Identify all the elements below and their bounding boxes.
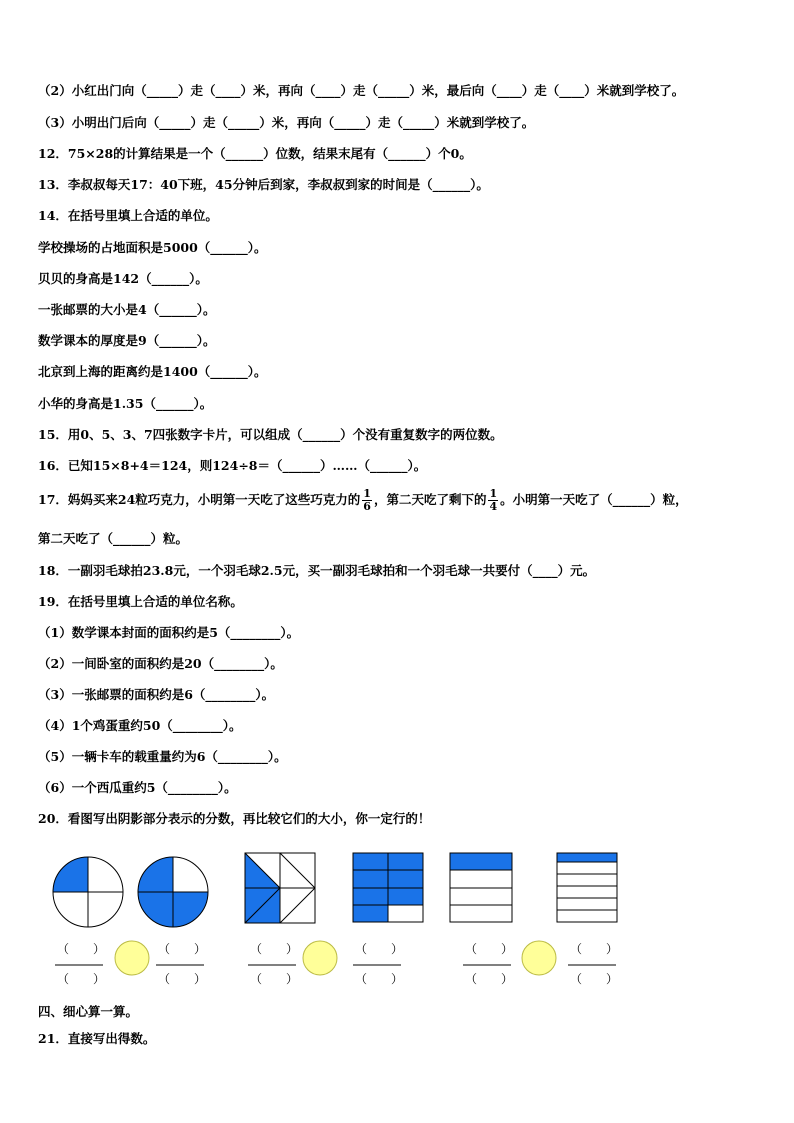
q17-fraction-one-fourth: $\frac{1}{4}$	[489, 487, 498, 513]
q14-item3: 一张邮票的大小是4（______）。	[38, 302, 216, 317]
q20-title: 20．看图写出阴影部分表示的分数，再比较它们的大小，你一定行的！	[38, 811, 431, 826]
blank-numerator: （ ）	[250, 942, 299, 956]
q15: 15．用0、5、3、7四张数字卡片，可以组成（______）个没有重复数字的两位数。	[38, 427, 503, 442]
blank-numerator: （ ）	[570, 942, 619, 956]
q14-item5: 北京到上海的距离约是1400（______）。	[38, 364, 267, 379]
q19-item4: （4）1个鸡蛋重约50（________）。	[38, 718, 242, 733]
q14-item2: 贝贝的身高是142（______）。	[38, 271, 208, 286]
compare-circle[interactable]	[522, 941, 556, 975]
blank-denominator: （ ）	[465, 972, 514, 986]
blank-denominator: （ ）	[158, 972, 207, 986]
answer-pair-3	[463, 941, 618, 986]
q18: 18．一副羽毛球拍23.8元，一个羽毛球2.5元，买一副羽毛球拍和一个羽毛球一共要付（____）元。	[38, 563, 596, 578]
q19-title: 19．在括号里填上合适的单位名称。	[38, 594, 243, 609]
q19-item2: （2）一间卧室的面积约是20（________）。	[38, 656, 283, 671]
q19-item3: （3）一张邮票的面积约是6（________）。	[38, 687, 275, 702]
answer-pair-1	[55, 941, 206, 986]
compare-circle[interactable]	[303, 941, 337, 975]
fraction-figures	[0, 840, 794, 1000]
grid-eight-cells	[353, 853, 423, 922]
blank-numerator: （ ）	[465, 942, 514, 956]
square-eight-triangles	[245, 853, 315, 923]
rectangle-four-rows	[450, 853, 512, 922]
compare-circle[interactable]	[115, 941, 149, 975]
q17-fraction-one-sixth: $\frac{1}{6}$	[363, 487, 371, 513]
q17-text-a: 17．妈妈买来24粒巧克力，小明第一天吃了这些巧克力的	[38, 492, 361, 507]
circle-one-quarter	[53, 857, 123, 927]
answer-pair-2	[248, 941, 403, 986]
q17-text-b: ，第二天吃了剩下的	[373, 492, 487, 507]
q21: 21．直接写出得数。	[38, 1031, 156, 1046]
q11-part2: （2）小红出门向（_____）走（____）米，再向（____）走（_____）米，最后向（____）走（____）米就到学校了。	[38, 83, 685, 98]
q14-title: 14．在括号里填上合适的单位。	[38, 208, 218, 223]
q11-part3: （3）小明出门后向（_____）走（_____）米，再向（_____）走（_____）米就到学校了。	[38, 115, 535, 130]
q14-item6: 小华的身高是1.35（______）。	[38, 396, 213, 411]
blank-denominator: （ ）	[570, 972, 619, 986]
blank-denominator: （ ）	[250, 972, 299, 986]
q19-item1: （1）数学课本封面的面积约是5（________）。	[38, 625, 300, 640]
blank-denominator: （ ）	[57, 972, 106, 986]
q14-item1: 学校操场的占地面积是5000（______）。	[38, 240, 267, 255]
blank-denominator: （ ）	[355, 972, 404, 986]
q17	[38, 488, 688, 513]
blank-numerator: （ ）	[158, 942, 207, 956]
q19-item6: （6）一个西瓜重约5（________）。	[38, 780, 237, 795]
q13: 13．李叔叔每天17：40下班，45分钟后到家，李叔叔到家的时间是（______）。	[38, 177, 489, 192]
q19-item5: （5）一辆卡车的载重量约为6（________）。	[38, 749, 287, 764]
q12: 12．75×28的计算结果是一个（______）位数，结果末尾有（______）个0。	[38, 146, 472, 161]
section-4-heading: 四、细心算一算。	[38, 1004, 139, 1019]
rectangle-six-rows	[557, 853, 617, 922]
q16: 16．已知15×8+4＝124，则124÷8＝（______）……（______）。	[38, 458, 427, 473]
q14-item4: 数学课本的厚度是9（______）。	[38, 333, 216, 348]
blank-numerator: （ ）	[57, 942, 106, 956]
q17-line2: 第二天吃了（______）粒。	[38, 531, 189, 546]
q17-text-c: 。小明第一天吃了（______）粒，	[500, 492, 688, 507]
blank-numerator: （ ）	[355, 942, 404, 956]
circle-three-quarters	[138, 857, 208, 927]
